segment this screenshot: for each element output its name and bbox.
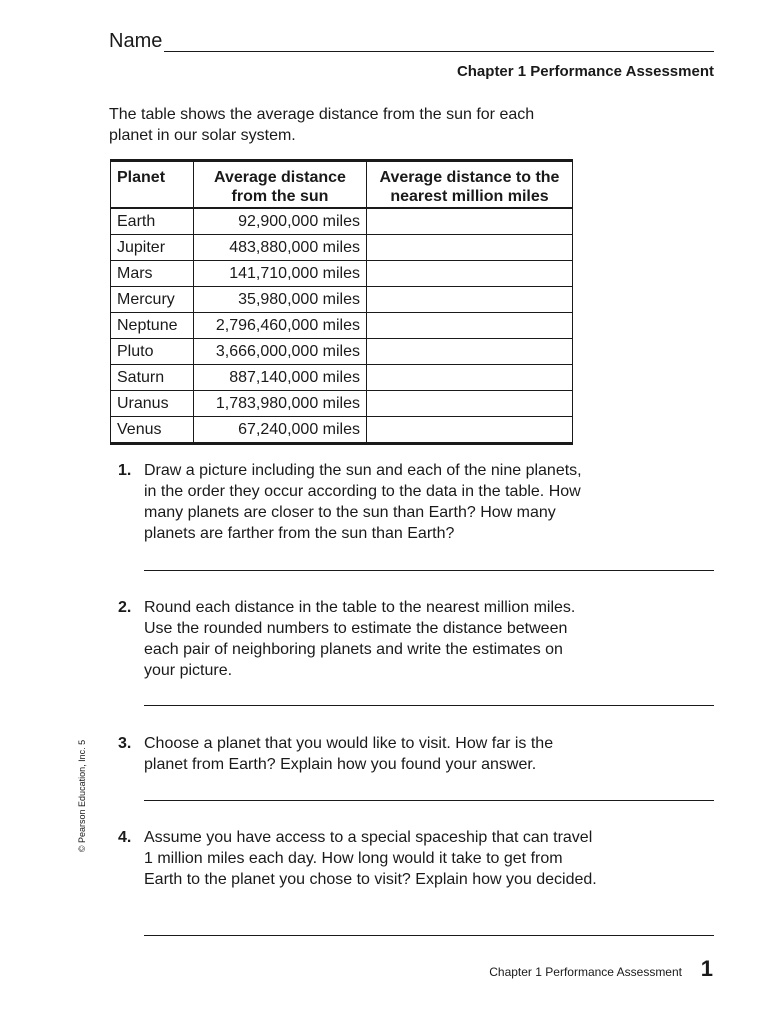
question-text: Choose a planet that you would like to visit. How far is the planet from Earth? Explain how you found your answer. (144, 735, 554, 773)
table-row (111, 260, 573, 286)
distance-cell: 3,666,000,000 miles (194, 338, 367, 364)
distance-cell: 2,796,460,000 miles (194, 312, 367, 338)
intro-text: The table shows the average distance from the sun for each planet in our solar system. (109, 106, 535, 144)
planet-cell: Venus (111, 416, 194, 443)
table-row (111, 390, 573, 416)
answer-line-4[interactable] (144, 935, 714, 936)
distance-cell: 887,140,000 miles (194, 364, 367, 390)
planet-cell: Mars (111, 260, 194, 286)
planet-cell: Mercury (111, 286, 194, 312)
question-1 (118, 460, 598, 544)
answer-line-3[interactable] (144, 800, 714, 801)
rounded-distance-cell[interactable] (367, 208, 573, 235)
name-input-line[interactable] (164, 31, 714, 52)
planet-cell: Neptune (111, 312, 194, 338)
planet-cell: Uranus (111, 390, 194, 416)
distance-cell: 67,240,000 miles (194, 416, 367, 443)
question-number: 2. (118, 599, 132, 616)
rounded-distance-cell[interactable] (367, 234, 573, 260)
header-distance: Average distance from the sun (194, 161, 367, 208)
rounded-distance-cell[interactable] (367, 416, 573, 443)
question-3 (118, 733, 598, 775)
table-row (111, 338, 573, 364)
question-number: 1. (118, 462, 132, 479)
page-title: Chapter 1 Performance Assessment (456, 63, 714, 80)
question-number: 4. (118, 829, 132, 846)
rounded-distance-cell[interactable] (367, 364, 573, 390)
answer-line-1[interactable] (144, 570, 714, 571)
table-row (111, 286, 573, 312)
question-text: Assume you have access to a special spaceship that can travel 1 million miles each day. How long would it take to get from Earth to the planet you chose to visit? Explain how you decided. (144, 829, 597, 888)
question-text: Round each distance in the table to the nearest million miles. Use the rounded numbers to estimate the distance between each pair of neighboring planets and write the estimates on your picture. (144, 599, 576, 679)
rounded-distance-cell[interactable] (367, 312, 573, 338)
header-rounded: Average distance to the nearest million miles (367, 161, 573, 208)
copyright-notice: © Pearson Education, Inc. 5 (77, 739, 87, 853)
name-row (109, 30, 714, 52)
planet-cell: Pluto (111, 338, 194, 364)
distance-cell: 483,880,000 miles (194, 234, 367, 260)
rounded-distance-cell[interactable] (367, 390, 573, 416)
table-header-row (111, 161, 573, 208)
question-4 (118, 827, 598, 890)
distance-cell: 141,710,000 miles (194, 260, 367, 286)
name-label: Name (109, 30, 163, 52)
table-row (111, 312, 573, 338)
table-row (111, 364, 573, 390)
question-2 (118, 597, 598, 681)
table-row (111, 416, 573, 443)
header-planet: Planet (111, 161, 194, 208)
distance-cell: 92,900,000 miles (194, 208, 367, 235)
planet-cell: Jupiter (111, 234, 194, 260)
rounded-distance-cell[interactable] (367, 338, 573, 364)
question-text: Draw a picture including the sun and each of the nine planets, in the order they occur according to the data in the table. How many planets are closer to the sun than Earth? How many planets are farther from the sun than Earth? (144, 462, 582, 542)
table-row (111, 234, 573, 260)
distance-cell: 1,783,980,000 miles (194, 390, 367, 416)
table-row (111, 208, 573, 235)
footer-title: Chapter 1 Performance Assessment (489, 965, 682, 979)
page-number: 1 (700, 956, 713, 981)
planet-distance-table (110, 159, 573, 445)
rounded-distance-cell[interactable] (367, 260, 573, 286)
answer-line-2[interactable] (144, 705, 714, 706)
question-number: 3. (118, 735, 132, 752)
planet-cell: Saturn (111, 364, 194, 390)
rounded-distance-cell[interactable] (367, 286, 573, 312)
distance-cell: 35,980,000 miles (194, 286, 367, 312)
planet-cell: Earth (111, 208, 194, 235)
